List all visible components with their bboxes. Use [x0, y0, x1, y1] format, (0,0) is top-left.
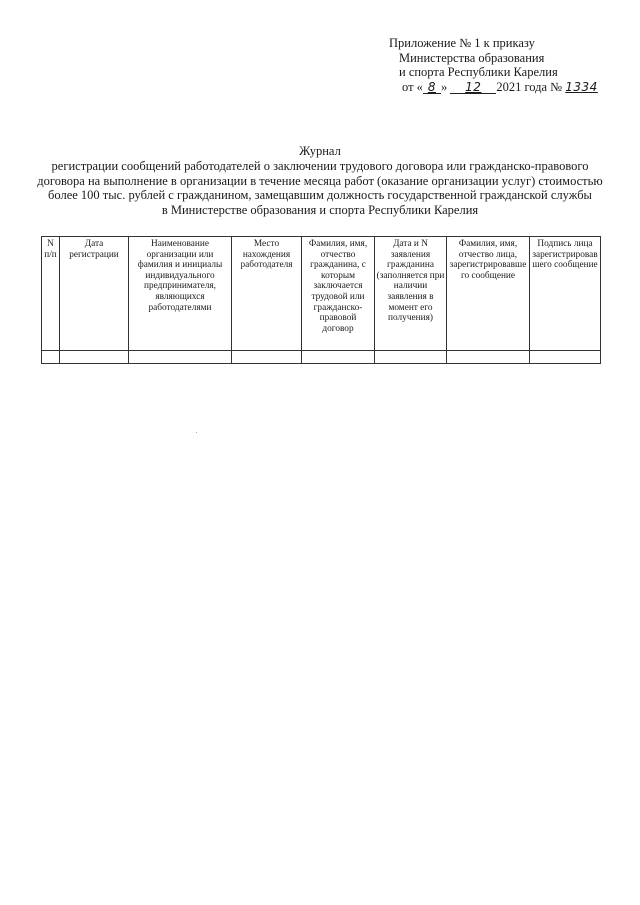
col-header-application-date: Дата и N заявления гражданина (заполняется при наличии заявления в момент его получения) [375, 237, 447, 351]
appendix-line-1: Приложение № 1 к приказу [389, 36, 535, 50]
col-header-registrar-name: Фамилия, имя, отчество лица, зарегистрировавшего сообщение [447, 237, 530, 351]
journal-subtitle-line-2: договора на выполнение в организации в течение месяца работ (оказание организации услуг) стоимостью [37, 173, 603, 188]
appendix-line-3: и спорта Республики Карелия [399, 65, 558, 80]
table-cell [530, 351, 601, 364]
date-mid: » [440, 79, 448, 94]
col-header-registrar-signature: Подпись лица зарегистрировавшего сообщение [530, 237, 601, 351]
journal-subtitle-line-3: более 100 тыс. рублей с гражданином, замещавшим должность государственной гражданской службы [48, 188, 592, 203]
table-cell [60, 351, 129, 364]
table-cell [302, 351, 375, 364]
table-cell [42, 351, 60, 364]
journal-subtitle-line-1: регистрации сообщений работодателей о заключении трудового договора или гражданско-правового [51, 159, 589, 174]
table-cell [447, 351, 530, 364]
order-day: 8 [423, 81, 441, 94]
journal-heading: Журнал [299, 144, 341, 158]
journal-title-block [20, 144, 620, 217]
scan-speck [196, 432, 197, 433]
appendix-header [389, 36, 629, 94]
table-cell [129, 351, 232, 364]
order-date-line [389, 80, 629, 95]
date-prefix: от « [402, 79, 423, 94]
registration-table [41, 236, 601, 364]
table-cell [232, 351, 302, 364]
table-header-row [42, 237, 601, 351]
col-header-employer-location: Место нахождения работодателя [232, 237, 302, 351]
appendix-line-2: Министерства образования [399, 50, 545, 65]
table-cell [375, 351, 447, 364]
journal-subtitle-line-4: в Министерстве образования и спорта Республики Карелия [161, 202, 479, 217]
table-row [42, 351, 601, 364]
order-number: 1334 [565, 79, 598, 94]
col-header-number: N п/п [42, 237, 60, 351]
col-header-registration-date: Дата регистрации [60, 237, 129, 351]
order-month: 12 [450, 81, 496, 94]
col-header-employer-name: Наименование организации или фамилия и инициалы индивидуального предпринимателя, являющихся работодателями [129, 237, 232, 351]
order-year: 2021 года № [496, 79, 563, 94]
col-header-citizen-name: Фамилия, имя, отчество гражданина, с которым заключается трудовой или гражданско-правовой договор [302, 237, 375, 351]
